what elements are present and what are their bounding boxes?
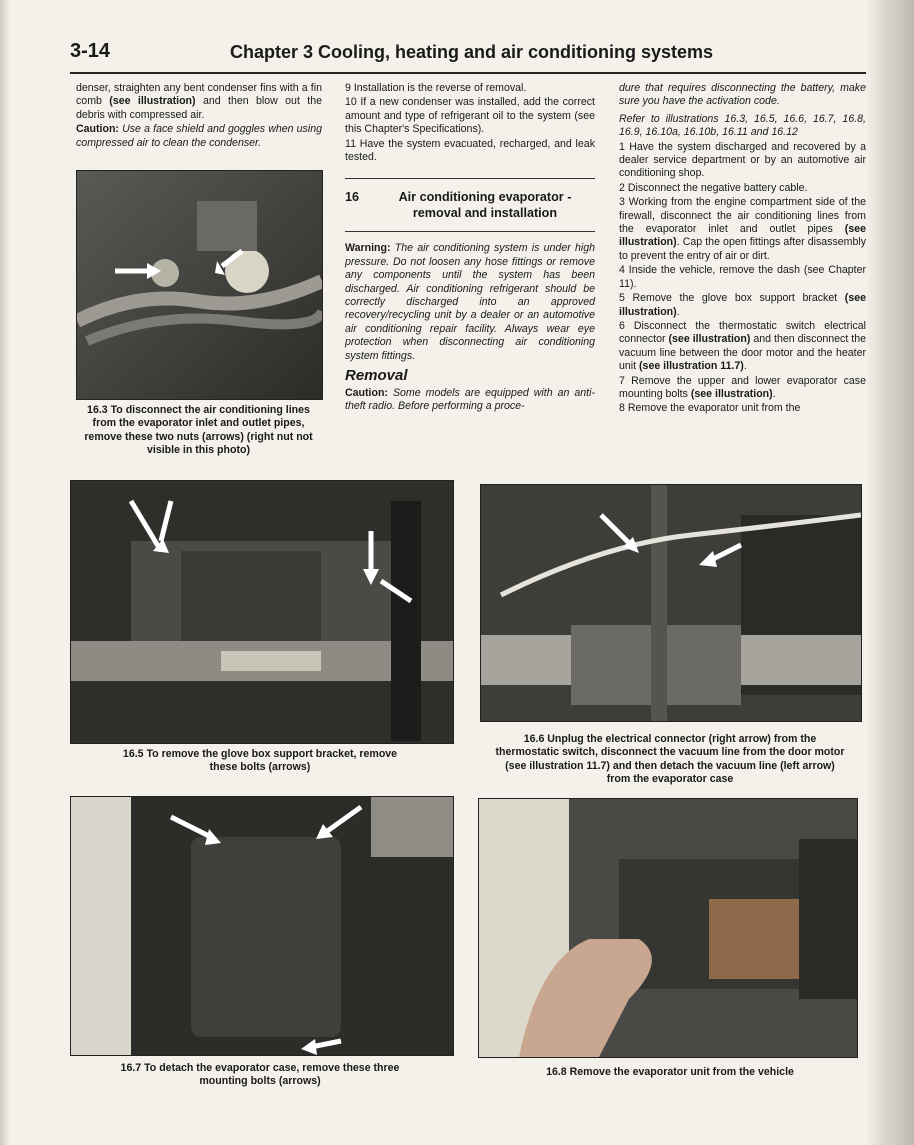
section-heading: [345, 189, 595, 221]
text-run: and then blow out the debris with compressed air.: [76, 95, 322, 121]
text-run: denser, straighten any bent condenser fins with a fin comb: [76, 82, 322, 108]
caution-text: Some models are equipped with an anti-theft radio. Before performing a proce-: [345, 386, 595, 412]
caution-paragraph: [345, 387, 595, 414]
caution-label: Caution:: [76, 123, 119, 136]
text-run: 6 Disconnect the thermostatic switch electrical connector: [619, 319, 866, 346]
photo-16-8: [478, 798, 858, 1058]
caution-label: Caution:: [345, 386, 388, 399]
step-8: 8 Remove the evaporator unit from the: [619, 402, 801, 415]
text-run: .: [772, 387, 776, 400]
illustration-ref: (see illustration): [690, 387, 773, 400]
text-run: 5 Remove the glove box support bracket: [619, 292, 845, 305]
text-run: 7 Remove the upper and lower evaporator case mounting bolts: [619, 374, 866, 400]
illustration-ref: (see illustration): [109, 95, 196, 108]
page-number: 3-14: [70, 40, 111, 62]
text-run: .: [743, 360, 747, 373]
text-run: and then disconnect the vacuum line between the door motor and the heater unit: [619, 333, 866, 373]
warning-text: The air conditioning system is under high pressure. Do not loosen any hose fittings or remove any components until the system has been discharged. Air conditioning refrigerant should be correctly discharged into an approved recovery/recycling unit by a dealer or an automotive air conditioning repair facility. Always wear eye protection when disconnecting air conditioning system fittings.: [345, 242, 595, 362]
caption-16-7: 16.7 To detach the evaporator case, remove these three mounting bolts (arrows): [120, 1062, 400, 1088]
column-middle: [345, 82, 595, 414]
page-edge-right: [866, 0, 914, 1145]
caption-16-8: 16.8 Remove the evaporator unit from the vehicle: [546, 1066, 794, 1078]
section-number: 16: [345, 190, 360, 205]
step-11: 11 Have the system evacuated, recharged, and leak tested.: [345, 137, 595, 164]
section-rule-top: [345, 178, 595, 179]
warning-paragraph: [345, 242, 595, 363]
step-1: 1 Have the system discharged and recovered by a dealer service department or by an automotive air conditioning shop.: [619, 140, 866, 180]
photo-16-6: [480, 484, 862, 722]
step-5: [619, 292, 866, 319]
column-left: [76, 82, 322, 151]
caption-16-6: 16.6 Unplug the electrical connector (right arrow) from the thermostatic switch, disconnect the vacuum line from the door motor (see illustration 11.7) and then detach the vacuum line (left arrow) from the evaporator case: [495, 733, 845, 786]
photo-16-7: [70, 796, 454, 1056]
chapter-title: Chapter 3 Cooling, heating and air conditioning systems: [230, 42, 714, 62]
step-2: 2 Disconnect the negative battery cable.: [619, 181, 808, 194]
text-run: .: [676, 305, 680, 318]
illustration-ref: (see illustration): [619, 223, 866, 249]
condenser-paragraph: [76, 82, 322, 122]
column-right: [619, 82, 866, 417]
photo-16-3: [76, 170, 323, 400]
text-run: 3 Working from the engine compartment side of the firewall, disconnect the air conditioning lines from the evaporator inlet and outlet pipes: [619, 196, 866, 236]
continued-caution: dure that requires disconnecting the battery, make sure you have the activation code.: [619, 82, 866, 108]
photo-16-5: [70, 480, 454, 744]
step-4: 4 Inside the vehicle, remove the dash (see Chapter 11).: [619, 264, 866, 290]
caution-paragraph: [76, 123, 322, 150]
header-rule: [70, 72, 866, 74]
illustration-references: Refer to illustrations 16.3, 16.5, 16.6, 16.7, 16.8, 16.9, 16.10a, 16.10b, 16.11 and 16.12: [619, 112, 866, 139]
illustration-ref: (see illustration): [668, 333, 751, 346]
step-9: 9 Installation is the reverse of removal.: [345, 82, 527, 94]
page-header: [70, 40, 866, 74]
text-run: . Cap the open fittings after disassembly to prevent the entry of air or dirt.: [619, 236, 866, 262]
step-7: [619, 375, 866, 402]
step-3: [619, 196, 866, 263]
removal-heading: Removal: [345, 367, 408, 385]
caption-16-3: 16.3 To disconnect the air conditioning lines from the evaporator inlet and outlet pipes, remove these two nuts (arrows) (right nut not visible in this photo): [84, 404, 313, 457]
illustration-ref: (see illustration 11.7): [639, 360, 744, 373]
caption-16-5: 16.5 To remove the glove box support bracket, remove these bolts (arrows): [122, 748, 398, 774]
illustration-ref: (see illustration): [619, 292, 866, 318]
step-10: 10 If a new condenser was installed, add the correct amount and type of refrigerant oil to the system (see this Chapter's Specifications).: [345, 96, 595, 136]
page-edge-left: [0, 0, 10, 1145]
section-rule-bottom: [345, 231, 595, 232]
step-6: [619, 320, 866, 374]
section-title: Air conditioning evaporator - removal and installation: [398, 190, 572, 221]
caution-text: Use a face shield and goggles when using compressed air to clean the condenser.: [76, 123, 322, 149]
warning-label: Warning:: [345, 242, 391, 255]
